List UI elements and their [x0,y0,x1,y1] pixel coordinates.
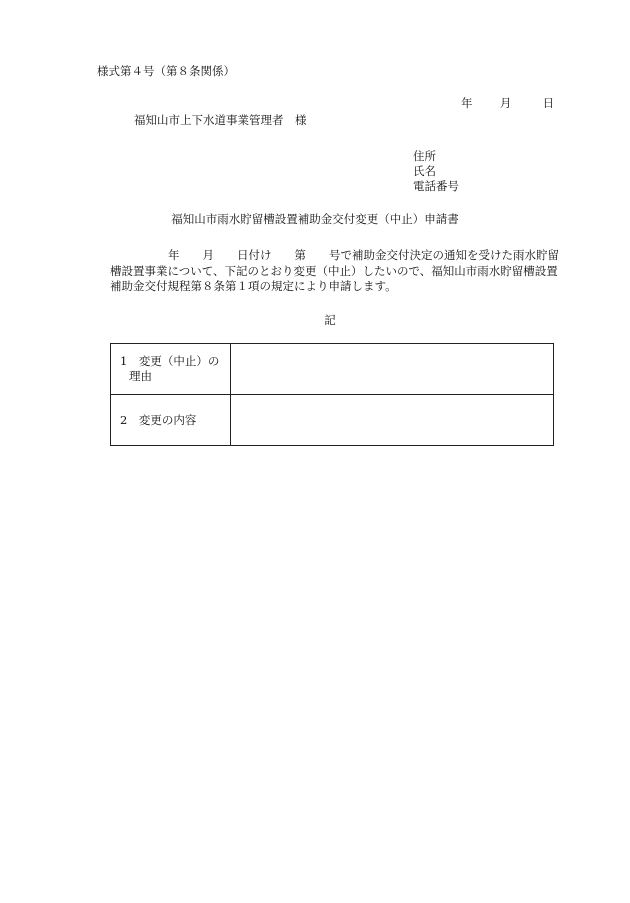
addressee: 福知山市上下水道事業管理者 様 [134,113,307,127]
reason-label-cell [111,344,231,395]
content-label-cell [111,395,231,446]
body-line: 槽設置事業について、下記のとおり変更（中止）したいので、福知山市雨水貯留槽設置 [110,263,558,278]
body-line: 年 月 日付け 第 号で補助金交付決定の通知を受けた雨水貯留 [168,248,559,262]
phone-label: 電話番号 [413,179,459,193]
details-table [110,343,554,446]
ki-heading: 記 [324,313,336,327]
applicant-block [413,149,459,194]
date-year-label: 年 [461,96,473,110]
content-value-cell [231,395,554,446]
table-row [111,344,554,395]
name-label: 氏名 [413,164,436,178]
row-label: 2 変更の内容 [120,412,197,427]
reason-value-cell [231,344,554,395]
form-number: 様式第４号（第８条関係） [97,64,235,78]
date-day-label: 日 [542,96,555,110]
date-month-label: 月 [499,96,512,110]
address-label: 住所 [413,149,436,163]
body-line: 補助金交付規程第８条第１項の規定により申請します。 [110,279,397,293]
table-row [111,395,554,446]
date-line [461,98,554,110]
document-title: 福知山市雨水貯留槽設置補助金交付変更（中止）申請書 [171,212,459,226]
row-label-continued: 理由 [129,369,152,383]
body-paragraph [110,248,570,295]
row-label: 1 変更（中止）の [120,354,220,368]
